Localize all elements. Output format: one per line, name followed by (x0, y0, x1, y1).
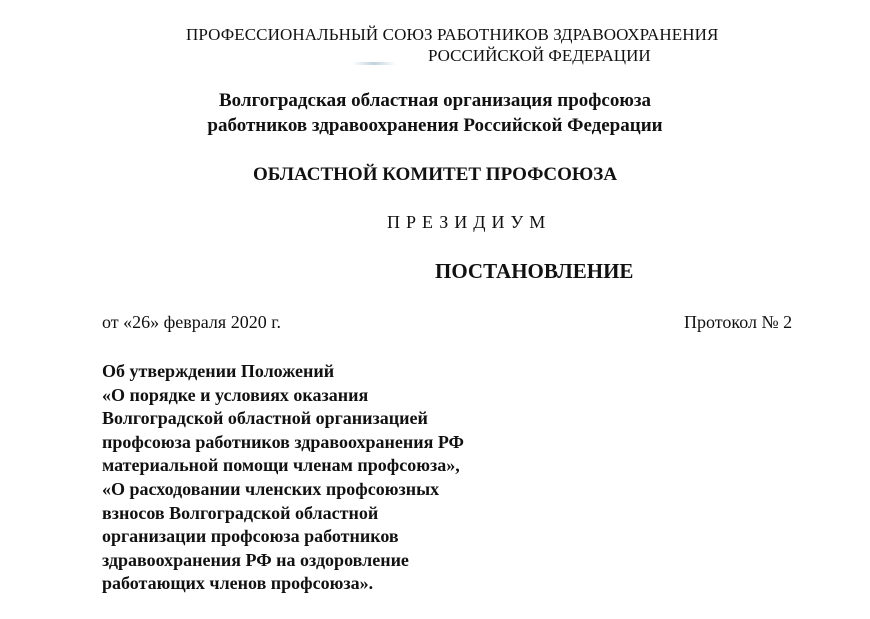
subject-line: здравоохранения РФ на оздоровление (102, 549, 409, 570)
presidium-title: ПРЕЗИДИУМ (387, 212, 552, 232)
subject-line: организации профсоюза работников (102, 526, 399, 547)
scan-smudge (352, 62, 396, 65)
organization-name-line1: Волгоградская областная организация профсоюза (219, 90, 651, 111)
subject-line: работающих членов профсоюза». (102, 573, 374, 594)
subject-line: взносов Волгоградской областной (102, 502, 379, 523)
subject-line: материальной помощи членам профсоюза», (102, 455, 460, 476)
subject-heading (102, 360, 464, 596)
protocol-number: Протокол № 2 (684, 312, 793, 332)
subject-line: профсоюза работников здравоохранения РФ (102, 431, 465, 452)
subject-line: «О расходовании членских профсоюзных (102, 478, 440, 499)
subject-line: «О порядке и условиях оказания (102, 384, 369, 405)
union-name-line2: РОССИЙСКОЙ ФЕДЕРАЦИИ (428, 46, 651, 65)
document-date: от «26» февраля 2020 г. (102, 312, 282, 332)
subject-line: Об утверждении Положений (102, 361, 335, 381)
organization-name-line2: работников здравоохранения Российской Федерации (207, 115, 663, 136)
decree-title: ПОСТАНОВЛЕНИЕ (435, 259, 634, 283)
subject-line: Волгоградской областной организацией (102, 408, 428, 429)
union-name-line1: ПРОФЕССИОНАЛЬНЫЙ СОЮЗ РАБОТНИКОВ ЗДРАВООХРАНЕНИЯ (186, 25, 719, 44)
committee-title: ОБЛАСТНОЙ КОМИТЕТ ПРОФСОЮЗА (252, 164, 618, 185)
